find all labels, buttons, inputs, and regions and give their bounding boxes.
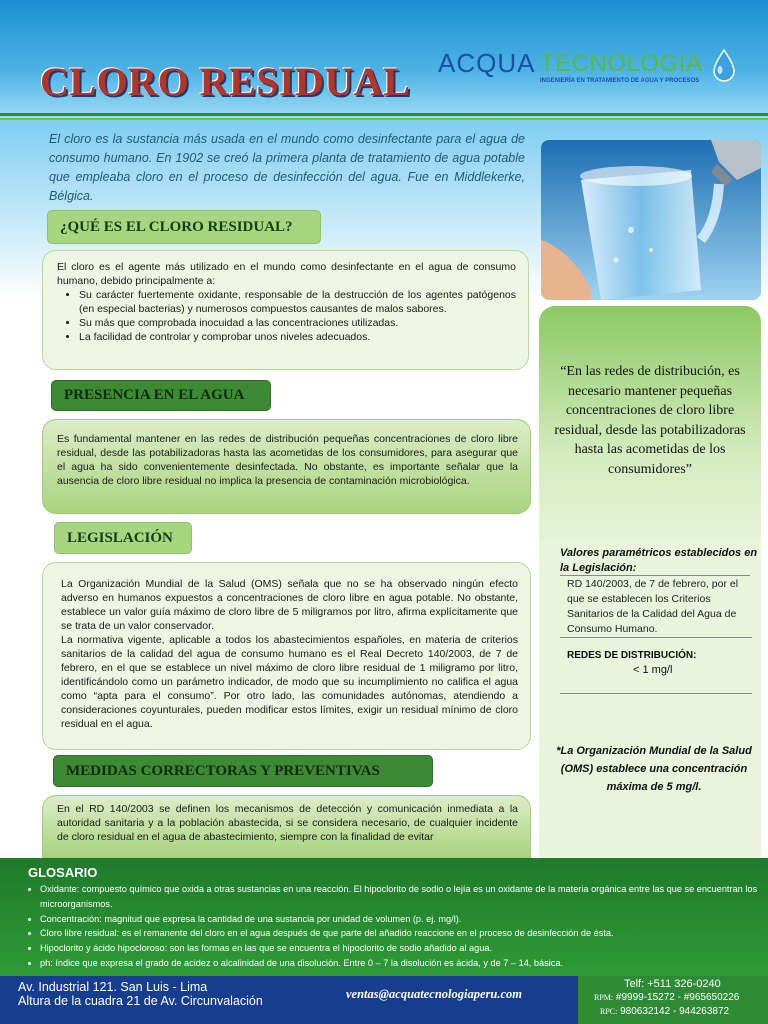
logo-acqua-text: ACQUA (438, 48, 536, 78)
glosario-section (0, 858, 768, 976)
address-line-1: Av. Industrial 121. San Luis - Lima (18, 980, 208, 994)
rpc-line (600, 1006, 729, 1017)
rpc-label: RPC: (600, 1007, 618, 1016)
oms-note: *La Organización Mundial de la Salud (OMS) establece una concentración máxima de 5 mg/l. (556, 745, 752, 793)
rpc-value: 980632142 - 944263872 (620, 1006, 730, 1017)
rpm-line (594, 992, 739, 1003)
param-text: RD 140/2003, de 7 de febrero, por el que se establecen los Criterios Sanitarios de la Calidad del Agua de Consumo Humano. (567, 578, 739, 635)
footer (0, 976, 768, 1024)
section-heading-que-es: ¿QUÉ ES EL CLORO RESIDUAL? (47, 210, 321, 244)
header-divider-secondary (0, 118, 768, 120)
que-es-content-box (42, 250, 529, 370)
list-item: • Hipoclorito y ácido hipocloroso: son las formas en las que se encuentra el hipoclorito de sodio añadido al agua. (40, 941, 768, 956)
que-es-bullet-list (57, 288, 516, 344)
logo-subtitle: INGENIERÍA EN TRATAMIENTO DE AGUA Y PROCESOS (540, 78, 700, 84)
legislacion-content-box (42, 562, 531, 750)
divider (560, 693, 752, 694)
email-link[interactable]: ventas@acquatecnologiaperu.com (346, 987, 523, 1001)
glosario-title: GLOSARIO (28, 865, 98, 880)
list-item: • La facilidad de controlar y comprobar unos niveles adecuados. (79, 330, 516, 344)
water-drop-icon (712, 48, 736, 84)
page-title: CLORO RESIDUAL (40, 59, 411, 104)
list-item: • Su más que comprobada inocuidad a las concentraciones utilizadas. (79, 316, 516, 330)
presencia-text: Es fundamental mantener en las redes de distribución pequeñas concentraciones de cloro libre residual, desde las potabilizadoras hasta las acometidas de los consumidores, para asegurar que el agua ha sido convenientemente desinfectada. No obstante, es importante señalar que la ausencia de cloro libre residual no implica la presencia de contaminación microbiológica. (57, 433, 518, 487)
telf-text: Telf: +511 326-0240 (624, 978, 721, 990)
header-divider (0, 113, 768, 116)
redes-value: < 1 mg/l (633, 664, 673, 676)
company-logo (438, 48, 738, 92)
list-item: • ph: índice que expresa el grado de acidez o alcalinidad de una disolución. Entre 0 – 7 la disolución es ácida, y de 7 – 14, básica. (40, 956, 768, 971)
divider (560, 637, 752, 638)
section-heading-medidas: MEDIDAS CORRECTORAS Y PREVENTIVAS (53, 755, 433, 787)
section-heading-legislacion: LEGISLACIÓN (54, 522, 192, 554)
address-line-2: Altura de la cuadra 21 de Av. Circunvalación (18, 994, 263, 1008)
legislacion-paragraph-2: La normativa vigente, aplicable a todos los abastecimientos españoles, en materia de criterios sanitarios de la calidad del agua de consumo humano es el Real Decreto 140/2003, de 7 de febrero, en el que se establece un nivel máximo de cloro libre residual de 1 miligramo por litro, identificándolo como un parámetro indicador, de modo que su incumplimiento no califica el agua como “apta para el consumo”. Por otro lado, las comunidades autónomas, atendiendo a consideraciones coyunturales, pueden modificar estos límites, exigir un residual mínimo de cloro residual en el agua. (61, 634, 518, 730)
glosario-list (26, 882, 768, 971)
legislacion-paragraph-1: La Organización Mundial de la Salud (OMS) señala que no se ha observado ningún efecto adverso en humanos expuestos a concentraciones de cloro libre en agua potable. No obstante, establece un valor guía máximo de cloro libre de 5 miligramos por litro, afirma explícitamente que se trata de un valor conservador. (61, 578, 518, 632)
list-item: • Su carácter fuertemente oxidante, responsable de la destrucción de los agentes patógenos (en especial bacterias) y numerosos compuestos causantes de malos sabores. (79, 288, 516, 316)
redes-label: REDES DE DISTRIBUCIÓN: (567, 650, 697, 661)
param-title: Valores paramétricos establecidos en la Legislación: (560, 547, 758, 574)
divider (560, 575, 750, 576)
list-item: • Cloro libre residual: es el remanente del cloro en el agua después de que parte del añadido reaccione en el proceso de desinfección de ésta. (40, 926, 768, 941)
list-item: • Oxidante: compuesto químico que oxida a otras sustancias en una reacción. El hipoclorito de sodio o lejía es un oxidante de la materia orgánica entre las que se encuentran los microorganismos. (40, 882, 768, 912)
intro-paragraph: El cloro es la sustancia más usada en el mundo como desinfectante para el agua de consumo humano. En 1902 se creó la primera planta de tratamiento de agua potable que empleaba cloro en el proceso de desinfección del agua. Fue en Middlekerke, Bélgica. (49, 132, 525, 203)
phone-box (578, 976, 768, 1024)
medidas-text: En el RD 140/2003 se definen los mecanismos de detección y comunicación inmediata a la autoridad sanitaria y a la población abastecida, si se considera necesario, de cualquier incidente de cloro residual en el agua de abastecimiento, siempre con la finalidad de evitar (57, 803, 518, 843)
sidebar-quote: “En las redes de distribución, es necesario mantener pequeñas concentraciones de cloro libre residual, desde las potabilizadoras hasta las acometidas de los consumidores” (554, 364, 746, 477)
medidas-content-box (42, 795, 531, 858)
rpm-label: RPM: (594, 993, 614, 1002)
presencia-content-box (42, 419, 531, 514)
rpm-value: #9999-15272 - #965650226 (615, 992, 740, 1003)
water-glass-photo (541, 140, 761, 300)
logo-tecnologia-text: TECNOLOGIA (540, 50, 703, 77)
que-es-lead: El cloro es el agente más utilizado en el mundo como desinfectante en el agua de consumo humano, debido principalmente a: (57, 261, 516, 287)
section-heading-presencia: PRESENCIA EN EL AGUA (51, 380, 271, 411)
list-item: • Concentración: magnitud que expresa la cantidad de una sustancia por unidad de volumen (p. ej. mg/l). (40, 912, 768, 927)
